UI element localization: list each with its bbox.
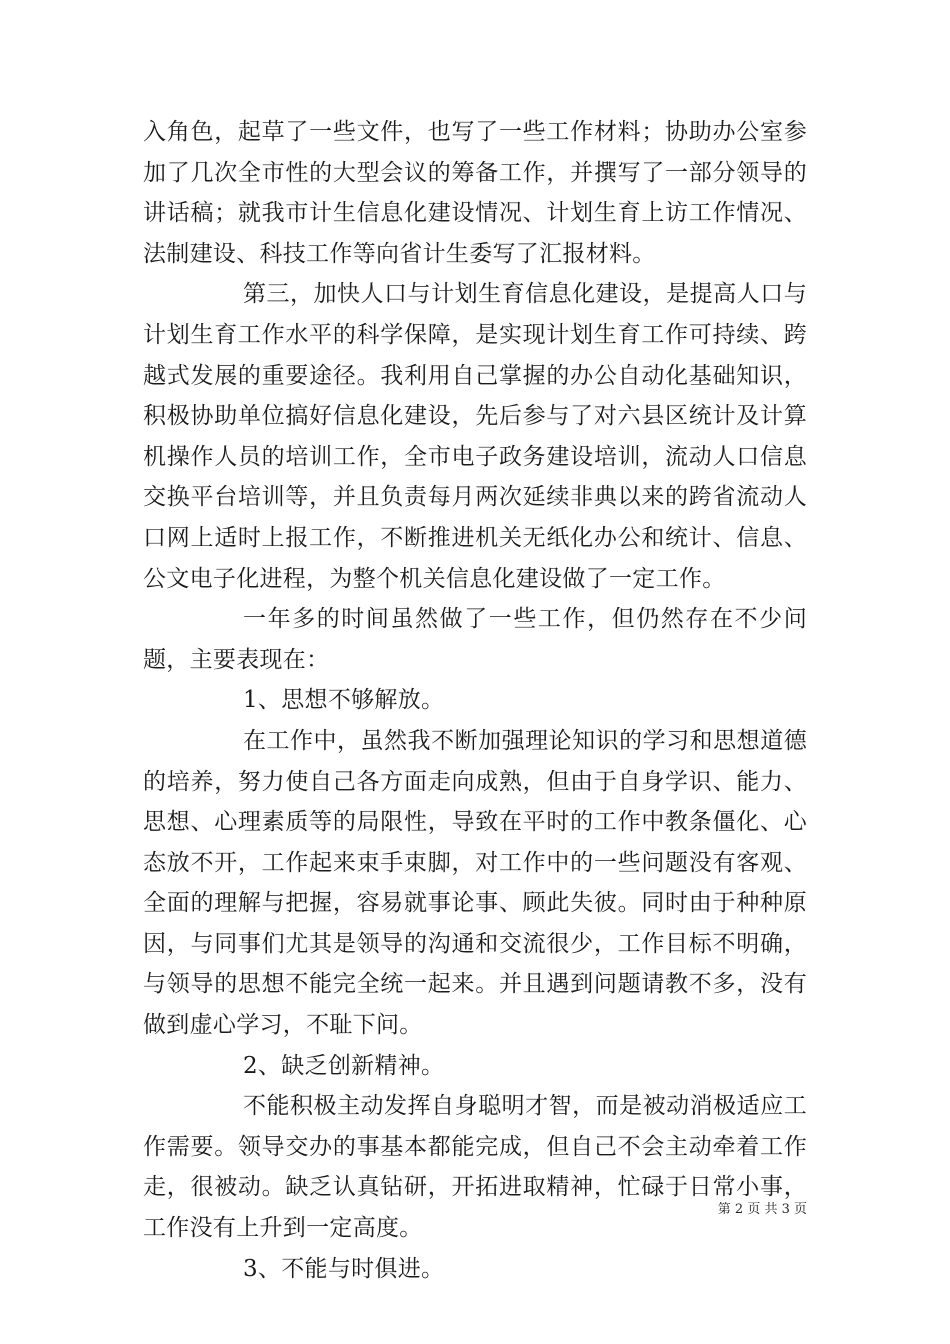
paragraph-problem-2: 不能积极主动发挥自身聪明才智，而是被动消极适应工作需要。领导交办的事基本都能完成，但自己不会主动牵着工作走，很被动。缺乏认真钻研，开拓进取精神，忙碌于日常小事，工作没有上升到一定高度。 xyxy=(143,1093,807,1242)
paragraph-continuation: 入角色，起草了一些文件，也写了一些工作材料；协助办公室参加了几次全市性的大型会议的筹备工作，并撰写了一部分领导的讲话稿；就我市计生信息化建设情况、计划生育上访工作情况、法制建设、科技工作等向省计生委写了汇报材料。 xyxy=(143,119,807,267)
document-page xyxy=(143,112,807,1289)
heading-problem-2: 2、缺乏创新精神。 xyxy=(243,1052,445,1079)
paragraph-problems-intro: 一年多的时间虽然做了一些工作，但仍然存在不少问题，主要表现在： xyxy=(143,606,807,673)
paragraph-problem-1: 在工作中，虽然我不断加强理论知识的学习和思想道德的培养，努力使自己各方面走向成熟，但由于自身学识、能力、思想、心理素质等的局限性，导致在平时的工作中教条僵化、心态放不开，工作起来束手束脚，对工作中的一些问题没有客观、全面的理解与把握，容易就事论事、顾此失彼。同时由于种种原因，与同事们尤其是领导的沟通和交流很少，工作目标不明确，与领导的思想不能完全统一起来。并且遇到问题请教不多，没有做到虚心学习，不耻下问。 xyxy=(143,727,807,1039)
heading-problem-1: 1、思想不够解放。 xyxy=(243,687,445,714)
page-number-footer: 第 2 页 共 3 页 xyxy=(717,1202,807,1217)
heading-problem-3: 3、不能与时俱进。 xyxy=(243,1255,445,1282)
paragraph-third-point: 第三，加快人口与计划生育信息化建设，是提高人口与计划生育工作水平的科学保障，是实现计划生育工作可持续、跨越式发展的重要途径。我利用自己掌握的办公自动化基础知识，积极协助单位搞好信息化建设，先后参与了对六县区统计及计算机操作人员的培训工作，全市电子政务建设培训，流动人口信息交换平台培训等，并且负责每月两次延续非典以来的跨省流动人口网上适时上报工作，不断推进机关无纸化办公和统计、信息、公文电子化进程，为整个机关信息化建设做了一定工作。 xyxy=(143,281,807,592)
